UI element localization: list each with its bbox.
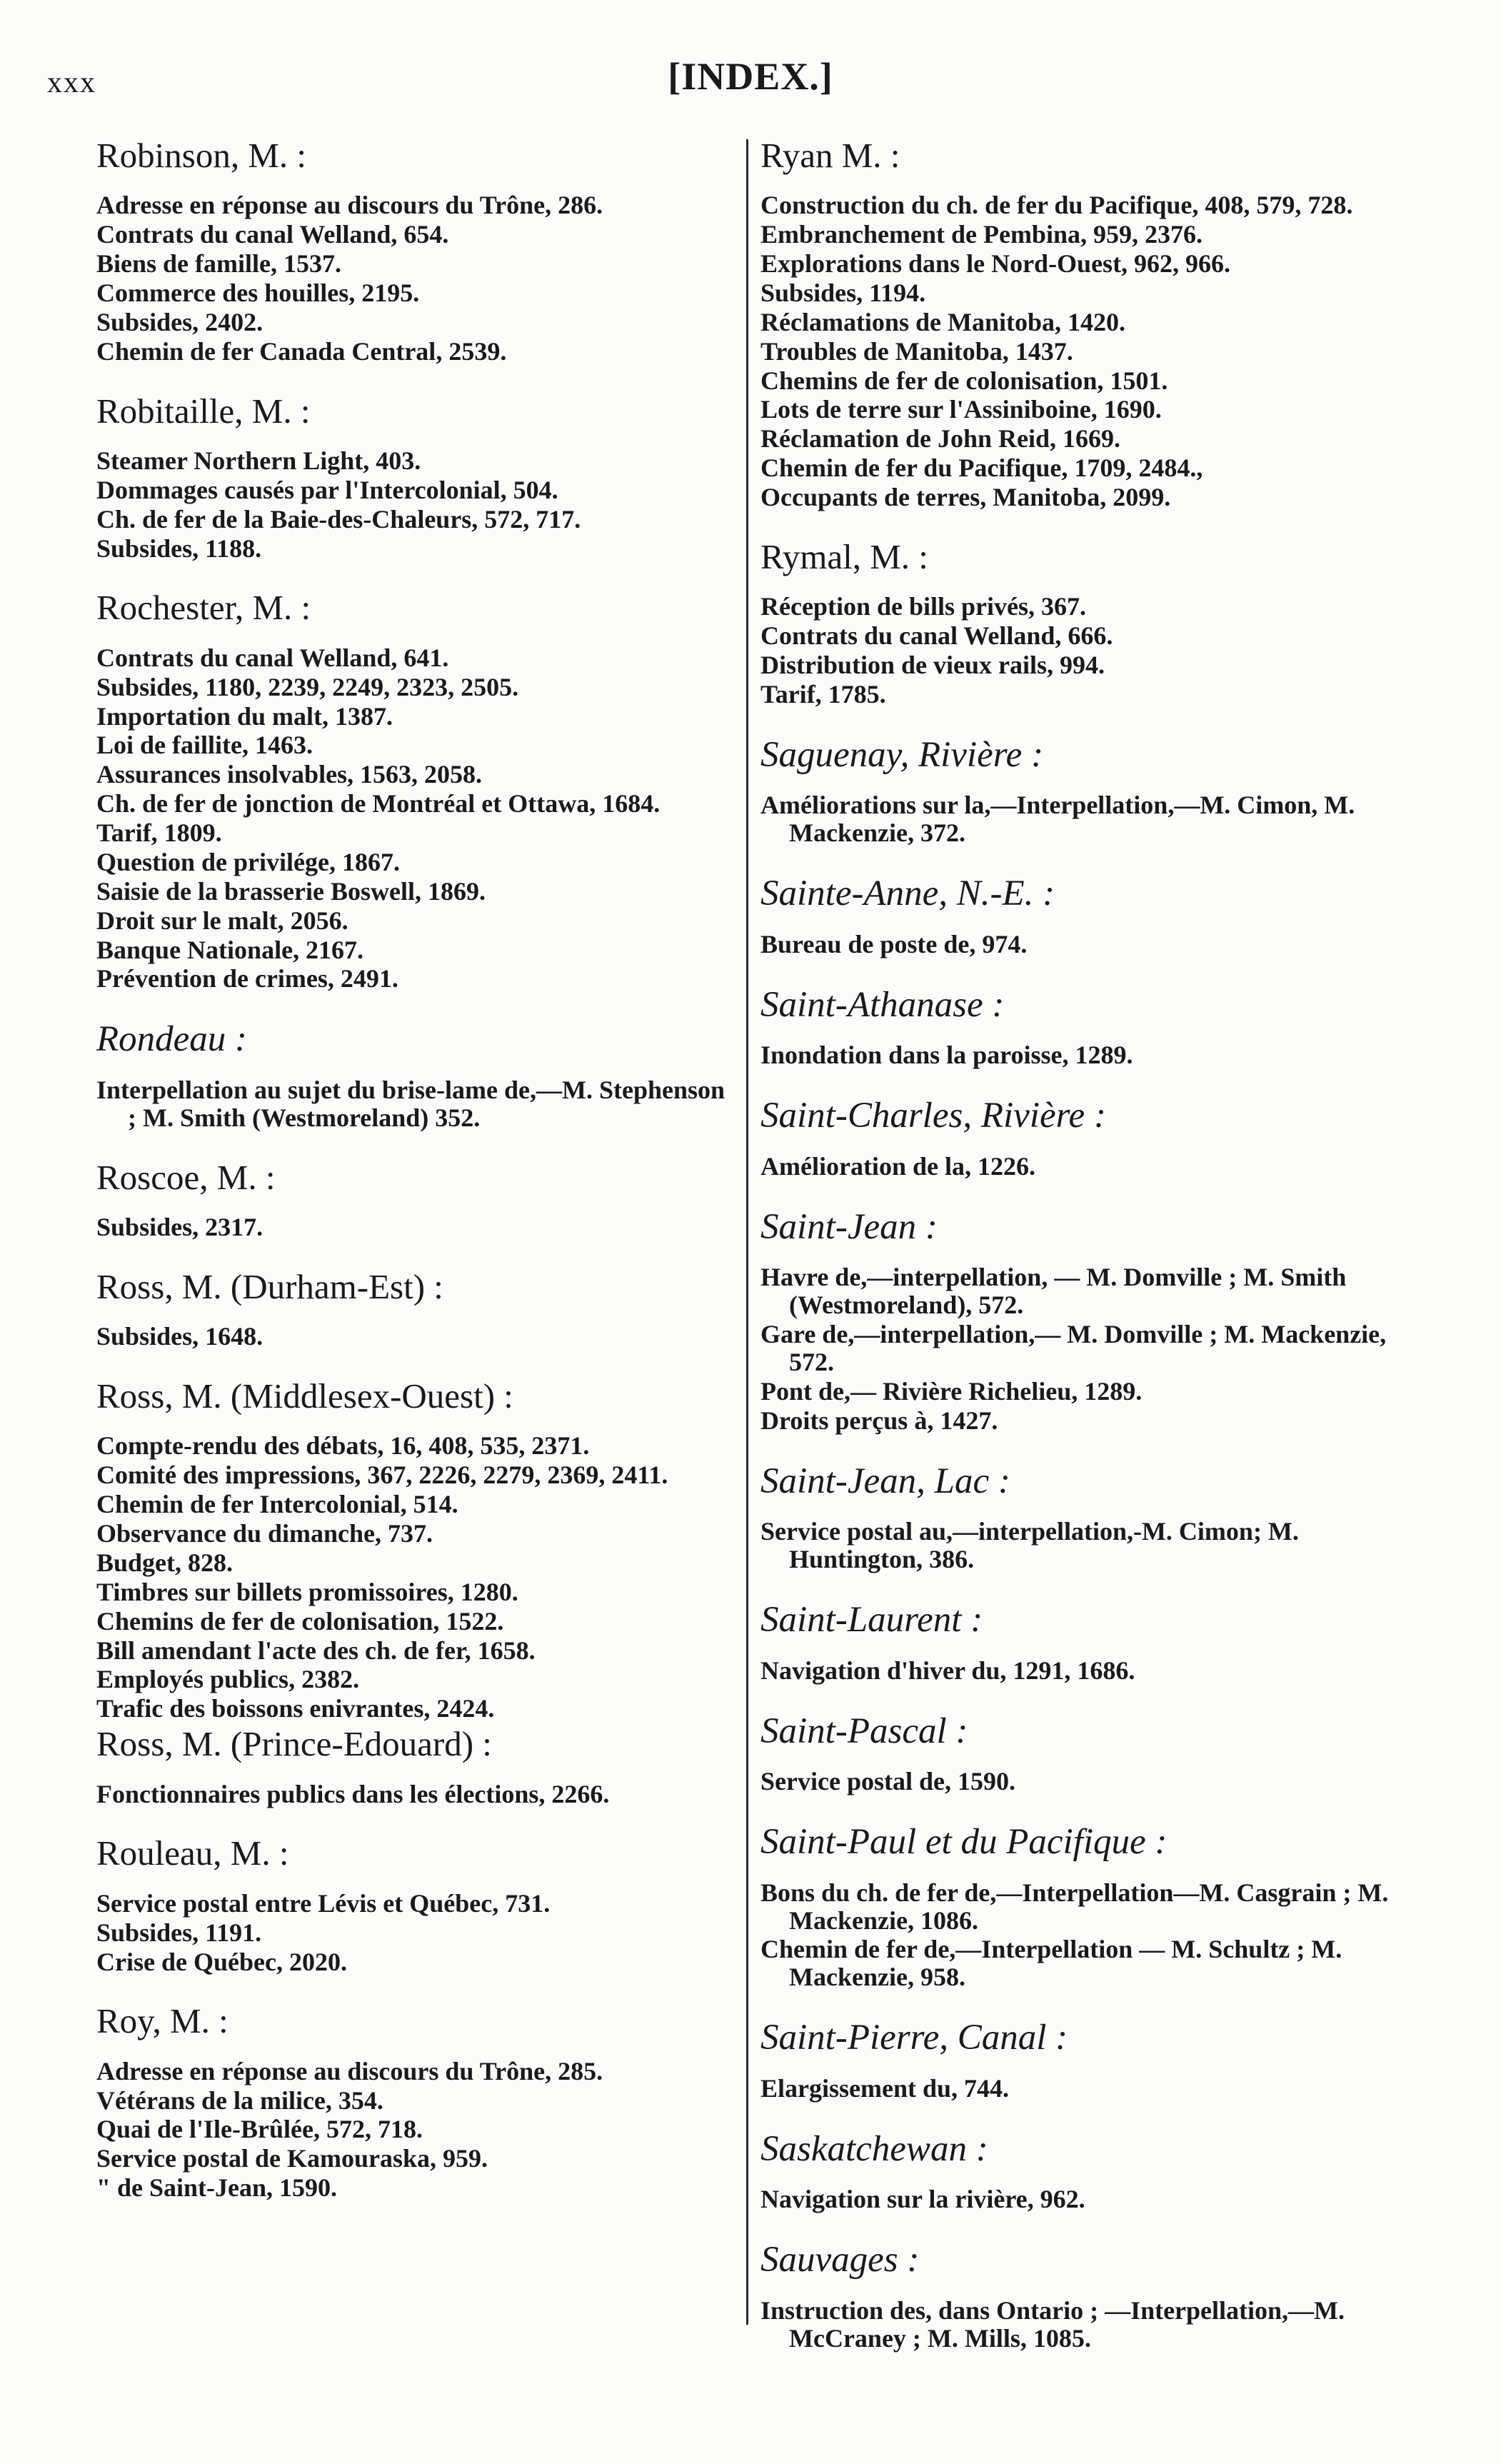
place-heading: Saint-Jean, Lac :: [760, 1461, 1010, 1501]
reference-line: Réclamations de Manitoba, 1420.: [760, 307, 1125, 336]
index-entry: [96, 1267, 736, 1351]
reference-line: Chemin de fer du Pacifique, 1709, 2484.,: [760, 454, 1203, 483]
index-entry: [760, 734, 1407, 847]
index-entry: [96, 1158, 736, 1241]
reference-line: Distribution de vieux rails, 994.: [760, 651, 1105, 680]
index-entry: [96, 2001, 736, 2202]
place-heading: Saint-Laurent :: [760, 1600, 983, 1641]
reference-line: Adresse en réponse au discours du Trône, 286.: [96, 191, 603, 220]
reference-line: Bill amendant l'acte des ch. de fer, 1658.: [96, 1636, 536, 1665]
reference-line: Construction du ch. de fer du Pacifique, 408, 579, 728.: [760, 191, 1353, 220]
reference-line: Navigation d'hiver du, 1291, 1686.: [760, 1656, 1135, 1685]
reference-line: Troubles de Manitoba, 1437.: [760, 336, 1073, 366]
place-heading: Saint-Charles, Rivière :: [760, 1096, 1106, 1136]
reference-line: Subsides, 1191.: [96, 1918, 262, 1947]
reference-line: Instruction des, dans Ontario ; —Interpellation,—M. McCraney ; M. Mills, 1085.: [760, 2295, 1345, 2353]
reference-line: Comité des impressions, 367, 2226, 2279, 2369, 2411.: [96, 1461, 668, 1490]
reference-line: Chemins de fer de colonisation, 1501.: [760, 366, 1168, 395]
reference-line: Améliorations sur la,—Interpellation,—M. Cimon, M. Mackenzie, 372.: [760, 791, 1355, 848]
reference-line: Vétérans de la milice, 354.: [96, 2085, 383, 2115]
place-heading: Saint-Jean :: [760, 1206, 938, 1247]
entry-references: [96, 447, 736, 563]
reference-line: Dommages causés par l'Intercolonial, 504.: [96, 475, 558, 504]
reference-line: Embranchement de Pembina, 959, 2376.: [760, 220, 1203, 249]
index-entry: [760, 136, 1407, 511]
reference-line: Question de privilége, 1867.: [96, 847, 400, 876]
entry-references: [96, 1076, 736, 1132]
entry-references: [760, 2297, 1407, 2353]
place-heading: Saint-Pascal :: [760, 1711, 968, 1751]
reference-line: Crise de Québec, 2020.: [96, 1947, 347, 1976]
reference-line: Droit sur le malt, 2056.: [96, 906, 348, 935]
index-entry: [760, 1206, 1407, 1435]
reference-line: Tarif, 1809.: [96, 818, 222, 848]
reference-line: Havre de,—interpellation, — M. Domville ; M. Smith (Westmoreland), 572.: [760, 1263, 1347, 1320]
reference-line: Assurances insolvables, 1563, 2058.: [96, 760, 483, 789]
reference-line: Trafic des boissons enivrantes, 2424.: [96, 1694, 495, 1723]
reference-line: Banque Nationale, 2167.: [96, 935, 364, 964]
reference-line: Service postal au,—interpellation,-M. Cimon; M. Huntington, 386.: [760, 1517, 1299, 1574]
place-heading: Saint-Athanase :: [760, 984, 1005, 1025]
reference-line: Subsides, 2317.: [96, 1213, 263, 1242]
reference-line: Gare de,—interpellation,— M. Domville ; M. Mackenzie, 572.: [760, 1320, 1387, 1377]
column-divider: [746, 139, 748, 2325]
reference-line: Service postal de Kamouraska, 959.: [96, 2144, 488, 2173]
right-column: [760, 136, 1407, 2378]
entry-references: [760, 2185, 1407, 2213]
member-heading: Roy, M. :: [96, 2001, 229, 2041]
reference-line: Subsides, 1648.: [96, 1322, 263, 1351]
index-entry: [760, 1095, 1407, 1181]
index-entry: [96, 1376, 736, 1723]
member-heading: Ross, M. (Middlesex-Ouest) :: [96, 1376, 513, 1416]
reference-line: Subsides, 1188.: [96, 534, 262, 563]
entry-references: [760, 1879, 1407, 1992]
reference-line: Saisie de la brasserie Boswell, 1869.: [96, 876, 486, 906]
reference-line: Commerce des houilles, 2195.: [96, 278, 420, 307]
reference-line: Biens de famille, 1537.: [96, 249, 341, 279]
member-heading: Roscoe, M. :: [96, 1157, 276, 1197]
entry-references: [760, 1263, 1407, 1434]
member-heading: Robinson, M. :: [96, 136, 307, 175]
entry-references: [760, 2075, 1407, 2103]
member-heading: Ross, M. (Durham-Est) :: [96, 1266, 443, 1306]
reference-line: Employés publics, 2382.: [96, 1665, 360, 1694]
running-head: [INDEX.]: [668, 55, 833, 98]
index-entry: [96, 1833, 736, 1975]
entry-references: [96, 1213, 736, 1241]
reference-line: Réception de bills privés, 367.: [760, 592, 1086, 621]
reference-line: Budget, 828.: [96, 1548, 234, 1577]
place-heading: Saint-Paul et du Pacifique :: [760, 1822, 1168, 1863]
entry-references: [96, 1890, 736, 1976]
reference-line: Contrats du canal Welland, 654.: [96, 220, 449, 249]
reference-line: Bureau de poste de, 974.: [760, 929, 1028, 958]
reference-line: Compte-rendu des débats, 16, 408, 535, 2371.: [96, 1431, 590, 1461]
index-entry: [760, 984, 1407, 1070]
reference-line: Subsides, 2402.: [96, 307, 263, 336]
reference-line: Chemin de fer Intercolonial, 514.: [96, 1490, 458, 1519]
index-entry: [96, 588, 736, 993]
reference-line: Service postal de, 1590.: [760, 1767, 1015, 1796]
reference-line: Contrats du canal Welland, 641.: [96, 643, 449, 672]
reference-line: Droits perçus à, 1427.: [760, 1406, 998, 1435]
index-entry: [760, 2239, 1407, 2352]
entry-references: [96, 191, 736, 365]
member-heading: Rochester, M. :: [96, 588, 311, 628]
reference-line: " de Saint-Jean, 1590.: [96, 2173, 338, 2203]
reference-line: Amélioration de la, 1226.: [760, 1151, 1035, 1181]
member-heading: Rouleau, M. :: [96, 1833, 289, 1873]
member-heading: Ross, M. (Prince-Edouard) :: [96, 1724, 492, 1764]
reference-line: Navigation sur la rivière, 962.: [760, 2185, 1085, 2214]
reference-line: Pont de,— Rivière Richelieu, 1289.: [760, 1376, 1143, 1406]
left-column: [96, 136, 736, 2228]
reference-line: Réclamation de John Reid, 1669.: [760, 424, 1120, 454]
index-entry: [760, 1599, 1407, 1685]
reference-line: Chemin de fer Canada Central, 2539.: [96, 336, 507, 366]
entry-references: [96, 1781, 736, 1808]
place-heading: Sauvages :: [760, 2240, 920, 2280]
entry-references: [760, 1041, 1407, 1069]
place-heading: Saint-Pierre, Canal :: [760, 2018, 1068, 2058]
entry-references: [760, 1657, 1407, 1685]
reference-line: Quai de l'Ile-Brûlée, 572, 718.: [96, 2115, 423, 2144]
entry-references: [760, 1768, 1407, 1796]
place-heading: Saskatchewan :: [760, 2128, 988, 2169]
member-heading: Robitaille, M. :: [96, 391, 311, 431]
entry-references: [760, 593, 1407, 708]
reference-line: Steamer Northern Light, 403.: [96, 446, 421, 475]
entry-references: [760, 1153, 1407, 1181]
index-entry: [760, 1461, 1407, 1573]
index-entry: [96, 391, 736, 563]
reference-line: Observance du dimanche, 737.: [96, 1519, 433, 1548]
index-entry: [96, 136, 736, 366]
reference-line: Service postal entre Lévis et Québec, 731.: [96, 1888, 551, 1918]
entry-references: [96, 1432, 736, 1723]
entry-references: [760, 931, 1407, 958]
reference-line: Adresse en réponse au discours du Trône, 285.: [96, 2056, 603, 2085]
reference-line: Bons du ch. de fer de,—Interpellation—M. Casgrain ; M. Mackenzie, 1086.: [760, 1878, 1389, 1935]
reference-line: Explorations dans le Nord-Ouest, 962, 966.: [760, 249, 1231, 279]
index-entry: [760, 1821, 1407, 1991]
place-heading: Sainte-Anne, N.-E. :: [760, 873, 1055, 914]
reference-line: Interpellation au sujet du brise-lame de,—M. Stephenson ; M. Smith (Westmoreland) 352.: [96, 1075, 726, 1132]
reference-line: Chemins de fer de colonisation, 1522.: [96, 1606, 504, 1636]
reference-line: Loi de faillite, 1463.: [96, 731, 313, 760]
reference-line: Contrats du canal Welland, 666.: [760, 621, 1113, 651]
entry-references: [96, 1323, 736, 1351]
entry-references: [96, 644, 736, 993]
reference-line: Timbres sur billets promissoires, 1280.: [96, 1577, 518, 1606]
page-number: xxx: [47, 66, 96, 99]
reference-line: Ch. de fer de jonction de Montréal et Ottawa, 1684.: [96, 789, 661, 818]
index-entry: [96, 1724, 736, 1808]
place-heading: Rondeau :: [96, 1019, 248, 1060]
index-entry: [96, 1018, 736, 1131]
reference-line: Elargissement du, 744.: [760, 2073, 1010, 2103]
entry-references: [760, 1518, 1407, 1573]
reference-line: Chemin de fer de,—Interpellation — M. Schultz ; M. Mackenzie, 958.: [760, 1935, 1342, 1992]
reference-line: Subsides, 1180, 2239, 2249, 2323, 2505.: [96, 672, 519, 701]
reference-line: Tarif, 1785.: [760, 679, 886, 708]
reference-line: Importation du malt, 1387.: [96, 701, 393, 731]
reference-line: Fonctionnaires publics dans les élections, 2266.: [96, 1779, 610, 1808]
reference-line: Inondation dans la paroisse, 1289.: [760, 1041, 1133, 1070]
reference-line: Occupants de terres, Manitoba, 2099.: [760, 483, 1171, 512]
index-entry: [760, 537, 1407, 708]
entry-references: [760, 191, 1407, 511]
reference-line: Prévention de crimes, 2491.: [96, 964, 398, 993]
reference-line: Ch. de fer de la Baie-des-Chaleurs, 572, 717.: [96, 504, 581, 534]
index-entry: [760, 873, 1407, 958]
index-entry: [760, 2017, 1407, 2103]
member-heading: Ryan M. :: [760, 136, 900, 175]
entry-references: [96, 2058, 736, 2202]
entry-references: [760, 791, 1407, 847]
index-entry: [760, 2128, 1407, 2214]
place-heading: Saguenay, Rivière :: [760, 734, 1044, 775]
reference-line: Lots de terre sur l'Assiniboine, 1690.: [760, 395, 1162, 424]
reference-line: Subsides, 1194.: [760, 278, 926, 307]
member-heading: Rymal, M. :: [760, 536, 928, 576]
index-entry: [760, 1711, 1407, 1796]
